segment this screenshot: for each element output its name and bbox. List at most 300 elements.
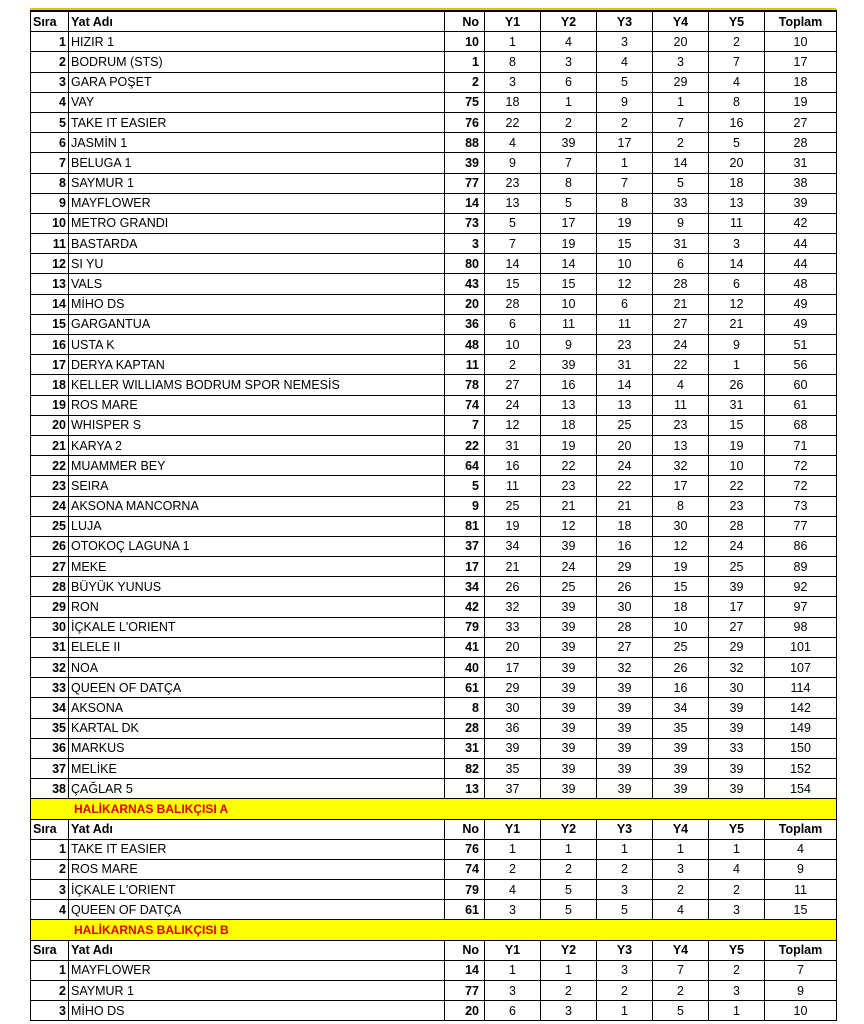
yacht-name-cell: VALS — [69, 274, 445, 294]
race3-cell: 12 — [597, 274, 653, 294]
yacht-name-cell: BÜYÜK YUNUS — [69, 577, 445, 597]
race3-cell: 25 — [597, 415, 653, 435]
race2-cell: 39 — [541, 678, 597, 698]
race1-cell: 11 — [485, 476, 541, 496]
yacht-name-cell: QUEEN OF DATÇA — [69, 900, 445, 920]
yacht-name-cell: KARTAL DK — [69, 718, 445, 738]
race2-cell: 39 — [541, 637, 597, 657]
yacht-name-cell: KARYA 2 — [69, 435, 445, 455]
table-row — [31, 577, 837, 597]
race4-cell: 11 — [653, 395, 709, 415]
total-cell: 10 — [765, 32, 837, 52]
header-y1: Y1 — [485, 819, 541, 839]
race5-cell: 13 — [709, 193, 765, 213]
table-row — [31, 658, 837, 678]
race2-cell: 39 — [541, 355, 597, 375]
yacht-name-cell: SI YU — [69, 254, 445, 274]
total-cell: 39 — [765, 193, 837, 213]
race2-cell: 7 — [541, 153, 597, 173]
rank-cell: 16 — [31, 335, 69, 355]
sail-no-cell: 43 — [445, 274, 485, 294]
race1-cell: 16 — [485, 456, 541, 476]
race1-cell: 1 — [485, 32, 541, 52]
table-row — [31, 314, 837, 334]
race2-cell: 4 — [541, 32, 597, 52]
table-row — [31, 274, 837, 294]
total-cell: 89 — [765, 557, 837, 577]
yacht-name-cell: OTOKOÇ LAGUNA 1 — [69, 536, 445, 556]
race4-cell: 13 — [653, 435, 709, 455]
race3-cell: 39 — [597, 718, 653, 738]
total-cell: 7 — [765, 960, 837, 980]
yacht-name-cell: QUEEN OF DATÇA — [69, 678, 445, 698]
sail-no-cell: 13 — [445, 779, 485, 799]
header-y1: Y1 — [485, 11, 541, 32]
rank-cell: 31 — [31, 637, 69, 657]
sail-no-cell: 17 — [445, 557, 485, 577]
race4-cell: 19 — [653, 557, 709, 577]
group-a-title-row — [31, 799, 837, 819]
race5-cell: 28 — [709, 516, 765, 536]
race2-cell: 15 — [541, 274, 597, 294]
rank-cell: 3 — [31, 880, 69, 900]
total-cell: 49 — [765, 314, 837, 334]
yacht-name-cell: KELLER WILLIAMS BODRUM SPOR NEMESİS — [69, 375, 445, 395]
race4-cell: 7 — [653, 960, 709, 980]
yacht-name-cell: SAYMUR 1 — [69, 173, 445, 193]
race3-cell: 13 — [597, 395, 653, 415]
rank-cell: 4 — [31, 900, 69, 920]
race4-cell: 21 — [653, 294, 709, 314]
race3-cell: 32 — [597, 658, 653, 678]
yacht-name-cell: HIZIR 1 — [69, 32, 445, 52]
race3-cell: 4 — [597, 52, 653, 72]
rank-cell: 1 — [31, 32, 69, 52]
race4-cell: 26 — [653, 658, 709, 678]
race5-cell: 4 — [709, 72, 765, 92]
sail-no-cell: 34 — [445, 577, 485, 597]
race5-cell: 31 — [709, 395, 765, 415]
table-row — [31, 234, 837, 254]
total-cell: 77 — [765, 516, 837, 536]
race3-cell: 39 — [597, 698, 653, 718]
table-row — [31, 536, 837, 556]
total-cell: 60 — [765, 375, 837, 395]
race3-cell: 3 — [597, 32, 653, 52]
race2-cell: 5 — [541, 193, 597, 213]
race4-cell: 2 — [653, 981, 709, 1001]
race2-cell: 39 — [541, 536, 597, 556]
header-rank: Sıra — [31, 940, 69, 960]
race2-cell: 39 — [541, 597, 597, 617]
total-cell: 27 — [765, 112, 837, 132]
race3-cell: 11 — [597, 314, 653, 334]
race2-cell: 23 — [541, 476, 597, 496]
header-y3: Y3 — [597, 819, 653, 839]
race5-cell: 15 — [709, 415, 765, 435]
race1-cell: 6 — [485, 1001, 541, 1021]
race5-cell: 18 — [709, 173, 765, 193]
race5-cell: 8 — [709, 92, 765, 112]
yacht-name-cell: GARGANTUA — [69, 314, 445, 334]
header-total: Toplam — [765, 819, 837, 839]
header-y2: Y2 — [541, 11, 597, 32]
race2-cell: 6 — [541, 72, 597, 92]
race2-cell: 25 — [541, 577, 597, 597]
table-row — [31, 435, 837, 455]
header-yacht-name: Yat Adı — [69, 940, 445, 960]
yacht-name-cell: JASMİN 1 — [69, 133, 445, 153]
total-cell: 86 — [765, 536, 837, 556]
yacht-name-cell: MAYFLOWER — [69, 960, 445, 980]
table-row — [31, 597, 837, 617]
total-cell: 15 — [765, 900, 837, 920]
total-cell: 31 — [765, 153, 837, 173]
rank-cell: 38 — [31, 779, 69, 799]
rank-cell: 1 — [31, 960, 69, 980]
race4-cell: 5 — [653, 173, 709, 193]
header-y3: Y3 — [597, 11, 653, 32]
results-table — [30, 10, 837, 1021]
race3-cell: 10 — [597, 254, 653, 274]
race1-cell: 3 — [485, 981, 541, 1001]
group-b-title-row — [31, 920, 837, 940]
race4-cell: 6 — [653, 254, 709, 274]
total-cell: 107 — [765, 658, 837, 678]
race1-cell: 9 — [485, 153, 541, 173]
table-header-row — [31, 940, 837, 960]
total-cell: 49 — [765, 294, 837, 314]
race5-cell: 10 — [709, 456, 765, 476]
race3-cell: 9 — [597, 92, 653, 112]
race4-cell: 3 — [653, 52, 709, 72]
race4-cell: 32 — [653, 456, 709, 476]
group-title: HALİKARNAS BALIKÇISI A — [31, 799, 837, 819]
sail-no-cell: 81 — [445, 516, 485, 536]
race4-cell: 24 — [653, 335, 709, 355]
race2-cell: 5 — [541, 880, 597, 900]
race4-cell: 15 — [653, 577, 709, 597]
race2-cell: 39 — [541, 758, 597, 778]
race4-cell: 31 — [653, 234, 709, 254]
sail-no-cell: 22 — [445, 435, 485, 455]
table-row — [31, 395, 837, 415]
yacht-name-cell: METRO GRANDI — [69, 213, 445, 233]
table-row — [31, 133, 837, 153]
sail-no-cell: 28 — [445, 718, 485, 738]
race5-cell: 4 — [709, 859, 765, 879]
race4-cell: 39 — [653, 738, 709, 758]
sail-no-cell: 5 — [445, 476, 485, 496]
table-row — [31, 456, 837, 476]
total-cell: 9 — [765, 981, 837, 1001]
race5-cell: 39 — [709, 779, 765, 799]
table-row — [31, 839, 837, 859]
race2-cell: 3 — [541, 1001, 597, 1021]
race3-cell: 14 — [597, 375, 653, 395]
race4-cell: 29 — [653, 72, 709, 92]
race2-cell: 13 — [541, 395, 597, 415]
race5-cell: 22 — [709, 476, 765, 496]
rank-cell: 25 — [31, 516, 69, 536]
race4-cell: 1 — [653, 92, 709, 112]
results-document — [30, 10, 836, 1021]
sail-no-cell: 79 — [445, 617, 485, 637]
race2-cell: 2 — [541, 859, 597, 879]
sail-no-cell: 76 — [445, 112, 485, 132]
race4-cell: 2 — [653, 133, 709, 153]
race5-cell: 20 — [709, 153, 765, 173]
table-row — [31, 1001, 837, 1021]
yacht-name-cell: AKSONA — [69, 698, 445, 718]
table-row — [31, 294, 837, 314]
yacht-name-cell: MAYFLOWER — [69, 193, 445, 213]
sail-no-cell: 20 — [445, 294, 485, 314]
race1-cell: 14 — [485, 254, 541, 274]
table-row — [31, 193, 837, 213]
race5-cell: 1 — [709, 839, 765, 859]
race1-cell: 1 — [485, 839, 541, 859]
race1-cell: 7 — [485, 234, 541, 254]
race2-cell: 17 — [541, 213, 597, 233]
total-cell: 17 — [765, 52, 837, 72]
rank-cell: 2 — [31, 981, 69, 1001]
rank-cell: 12 — [31, 254, 69, 274]
race3-cell: 39 — [597, 738, 653, 758]
table-row — [31, 52, 837, 72]
race3-cell: 29 — [597, 557, 653, 577]
race2-cell: 1 — [541, 960, 597, 980]
table-row — [31, 92, 837, 112]
header-rank: Sıra — [31, 819, 69, 839]
header-yacht-name: Yat Adı — [69, 819, 445, 839]
header-y1: Y1 — [485, 940, 541, 960]
race1-cell: 13 — [485, 193, 541, 213]
header-yacht-name: Yat Adı — [69, 11, 445, 32]
race1-cell: 4 — [485, 133, 541, 153]
race5-cell: 5 — [709, 133, 765, 153]
rank-cell: 6 — [31, 133, 69, 153]
race1-cell: 39 — [485, 738, 541, 758]
rank-cell: 20 — [31, 415, 69, 435]
race3-cell: 27 — [597, 637, 653, 657]
race1-cell: 22 — [485, 112, 541, 132]
table-row — [31, 153, 837, 173]
race4-cell: 7 — [653, 112, 709, 132]
rank-cell: 35 — [31, 718, 69, 738]
race5-cell: 3 — [709, 900, 765, 920]
total-cell: 38 — [765, 173, 837, 193]
total-cell: 51 — [765, 335, 837, 355]
race3-cell: 23 — [597, 335, 653, 355]
sail-no-cell: 8 — [445, 698, 485, 718]
race3-cell: 15 — [597, 234, 653, 254]
rank-cell: 29 — [31, 597, 69, 617]
sail-no-cell: 61 — [445, 900, 485, 920]
sail-no-cell: 77 — [445, 981, 485, 1001]
sail-no-cell: 39 — [445, 153, 485, 173]
race1-cell: 5 — [485, 213, 541, 233]
race2-cell: 21 — [541, 496, 597, 516]
sail-no-cell: 76 — [445, 839, 485, 859]
table-row — [31, 738, 837, 758]
race5-cell: 2 — [709, 32, 765, 52]
header-y5: Y5 — [709, 819, 765, 839]
yacht-name-cell: BASTARDA — [69, 234, 445, 254]
race1-cell: 29 — [485, 678, 541, 698]
header-no: No — [445, 940, 485, 960]
race3-cell: 17 — [597, 133, 653, 153]
race3-cell: 1 — [597, 1001, 653, 1021]
race1-cell: 23 — [485, 173, 541, 193]
race4-cell: 4 — [653, 375, 709, 395]
table-row — [31, 981, 837, 1001]
race3-cell: 19 — [597, 213, 653, 233]
yacht-name-cell: İÇKALE L'ORIENT — [69, 880, 445, 900]
race2-cell: 2 — [541, 112, 597, 132]
rank-cell: 2 — [31, 52, 69, 72]
header-total: Toplam — [765, 11, 837, 32]
race4-cell: 22 — [653, 355, 709, 375]
rank-cell: 30 — [31, 617, 69, 637]
race1-cell: 33 — [485, 617, 541, 637]
race5-cell: 32 — [709, 658, 765, 678]
sail-no-cell: 42 — [445, 597, 485, 617]
race4-cell: 4 — [653, 900, 709, 920]
sail-no-cell: 41 — [445, 637, 485, 657]
table-row — [31, 173, 837, 193]
rank-cell: 14 — [31, 294, 69, 314]
table-row — [31, 779, 837, 799]
race3-cell: 5 — [597, 900, 653, 920]
sail-no-cell: 36 — [445, 314, 485, 334]
total-cell: 150 — [765, 738, 837, 758]
race5-cell: 39 — [709, 758, 765, 778]
rank-cell: 3 — [31, 1001, 69, 1021]
rank-cell: 22 — [31, 456, 69, 476]
rank-cell: 21 — [31, 435, 69, 455]
header-y4: Y4 — [653, 819, 709, 839]
race2-cell: 12 — [541, 516, 597, 536]
race3-cell: 39 — [597, 678, 653, 698]
race4-cell: 28 — [653, 274, 709, 294]
race1-cell: 15 — [485, 274, 541, 294]
sail-no-cell: 79 — [445, 880, 485, 900]
table-row — [31, 758, 837, 778]
race3-cell: 30 — [597, 597, 653, 617]
group-title: HALİKARNAS BALIKÇISI B — [31, 920, 837, 940]
race5-cell: 16 — [709, 112, 765, 132]
rank-cell: 11 — [31, 234, 69, 254]
total-cell: 9 — [765, 859, 837, 879]
race3-cell: 2 — [597, 859, 653, 879]
race1-cell: 18 — [485, 92, 541, 112]
yacht-name-cell: DERYA KAPTAN — [69, 355, 445, 375]
race4-cell: 10 — [653, 617, 709, 637]
yacht-name-cell: ÇAĞLAR 5 — [69, 779, 445, 799]
rank-cell: 17 — [31, 355, 69, 375]
rank-cell: 36 — [31, 738, 69, 758]
header-no: No — [445, 819, 485, 839]
race2-cell: 8 — [541, 173, 597, 193]
race5-cell: 39 — [709, 718, 765, 738]
rank-cell: 32 — [31, 658, 69, 678]
yacht-name-cell: MUAMMER BEY — [69, 456, 445, 476]
table-row — [31, 496, 837, 516]
race2-cell: 14 — [541, 254, 597, 274]
sail-no-cell: 10 — [445, 32, 485, 52]
sail-no-cell: 7 — [445, 415, 485, 435]
total-cell: 149 — [765, 718, 837, 738]
rank-cell: 8 — [31, 173, 69, 193]
race3-cell: 18 — [597, 516, 653, 536]
race1-cell: 24 — [485, 395, 541, 415]
header-y4: Y4 — [653, 11, 709, 32]
yacht-name-cell: TAKE IT EASIER — [69, 112, 445, 132]
table-row — [31, 718, 837, 738]
yacht-name-cell: USTA K — [69, 335, 445, 355]
rank-cell: 5 — [31, 112, 69, 132]
race2-cell: 9 — [541, 335, 597, 355]
race1-cell: 3 — [485, 72, 541, 92]
race1-cell: 26 — [485, 577, 541, 597]
rank-cell: 2 — [31, 859, 69, 879]
race5-cell: 39 — [709, 577, 765, 597]
rank-cell: 34 — [31, 698, 69, 718]
race4-cell: 39 — [653, 779, 709, 799]
race5-cell: 7 — [709, 52, 765, 72]
race4-cell: 9 — [653, 213, 709, 233]
table-row — [31, 678, 837, 698]
header-y3: Y3 — [597, 940, 653, 960]
yacht-name-cell: ELELE II — [69, 637, 445, 657]
race1-cell: 19 — [485, 516, 541, 536]
yacht-name-cell: MARKUS — [69, 738, 445, 758]
yacht-name-cell: SEIRA — [69, 476, 445, 496]
total-cell: 154 — [765, 779, 837, 799]
race5-cell: 6 — [709, 274, 765, 294]
sail-no-cell: 61 — [445, 678, 485, 698]
rank-cell: 7 — [31, 153, 69, 173]
total-cell: 71 — [765, 435, 837, 455]
race2-cell: 22 — [541, 456, 597, 476]
race3-cell: 8 — [597, 193, 653, 213]
race1-cell: 30 — [485, 698, 541, 718]
table-row — [31, 32, 837, 52]
rank-cell: 24 — [31, 496, 69, 516]
sail-no-cell: 14 — [445, 960, 485, 980]
sail-no-cell: 37 — [445, 536, 485, 556]
yacht-name-cell: TAKE IT EASIER — [69, 839, 445, 859]
sail-no-cell: 40 — [445, 658, 485, 678]
table-row — [31, 698, 837, 718]
results-table-body — [31, 11, 837, 1021]
race5-cell: 1 — [709, 355, 765, 375]
yacht-name-cell: GARA POŞET — [69, 72, 445, 92]
race4-cell: 23 — [653, 415, 709, 435]
race5-cell: 26 — [709, 375, 765, 395]
race1-cell: 2 — [485, 355, 541, 375]
race1-cell: 32 — [485, 597, 541, 617]
total-cell: 56 — [765, 355, 837, 375]
race4-cell: 35 — [653, 718, 709, 738]
total-cell: 18 — [765, 72, 837, 92]
race4-cell: 18 — [653, 597, 709, 617]
rank-cell: 10 — [31, 213, 69, 233]
table-row — [31, 637, 837, 657]
total-cell: 142 — [765, 698, 837, 718]
sail-no-cell: 88 — [445, 133, 485, 153]
